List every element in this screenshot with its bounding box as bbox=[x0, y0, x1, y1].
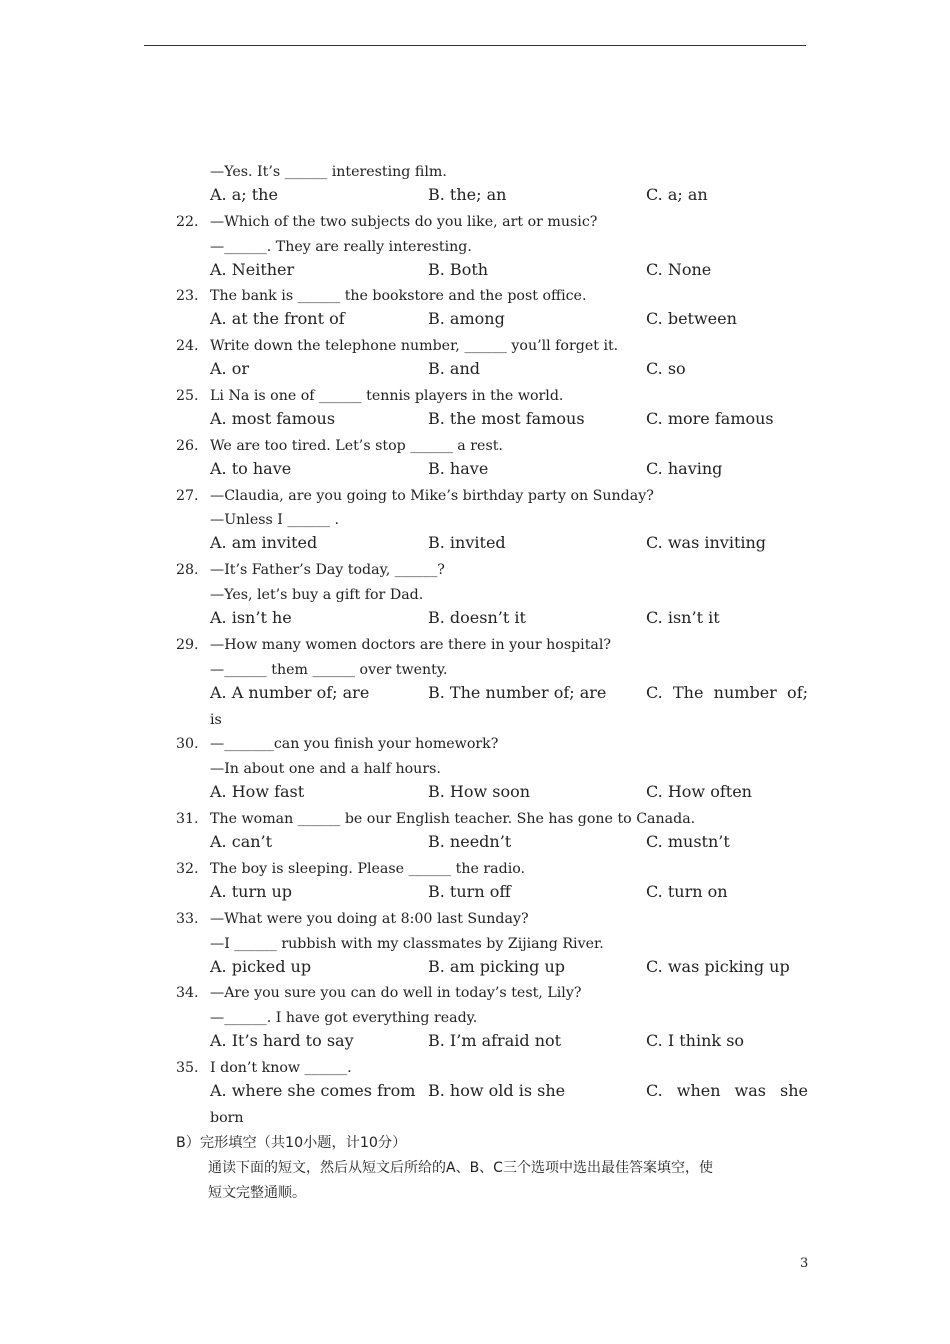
header-rule bbox=[144, 45, 806, 46]
q31-stem bbox=[176, 807, 808, 832]
q25-options bbox=[176, 409, 808, 434]
q32-number: 32. bbox=[176, 860, 199, 877]
q30-stem-text: —_______can you finish your homework? bbox=[210, 736, 499, 753]
q29-option-a: A. A number of; are bbox=[210, 682, 370, 702]
q31-option-a: A. can’t bbox=[210, 832, 273, 852]
q32-option-c: C. turn on bbox=[646, 881, 728, 901]
q22-stem-text: —Which of the two subjects do you like, art or music? bbox=[210, 213, 598, 230]
q22-stem bbox=[176, 210, 808, 235]
q22-number: 22. bbox=[176, 213, 199, 230]
q28-number: 28. bbox=[176, 562, 199, 579]
q32-options bbox=[176, 882, 808, 907]
q35-option-c-continued: born bbox=[210, 1109, 244, 1126]
q27-stem bbox=[176, 484, 808, 509]
q26-stem-text: We are too tired. Let’s stop ______ a rest. bbox=[210, 437, 503, 454]
q23-stem bbox=[176, 284, 808, 309]
q28-option-a: A. isn’t he bbox=[210, 608, 292, 628]
q34-option-b: B. I’m afraid not bbox=[428, 1031, 562, 1051]
q28-stem-text: —It’s Father’s Day today, ______? bbox=[210, 562, 445, 579]
section-b-heading: B）完形填空（共10小题，计10分） bbox=[176, 1134, 407, 1151]
q26-stem bbox=[176, 434, 808, 459]
q31-stem-text: The woman ______ be our English teacher. She has gone to Canada. bbox=[210, 811, 696, 828]
q33-option-b: B. am picking up bbox=[428, 956, 566, 976]
q22-option-b: B. Both bbox=[428, 259, 489, 279]
q22-options bbox=[176, 260, 808, 285]
q26-option-b: B. have bbox=[428, 458, 489, 478]
q24-options bbox=[176, 359, 808, 384]
q23-option-b: B. among bbox=[428, 309, 505, 329]
q25-option-c: C. more famous bbox=[646, 408, 774, 428]
q34-stem bbox=[176, 981, 808, 1006]
q27-number: 27. bbox=[176, 487, 199, 504]
q35-option-b: B. how old is she bbox=[428, 1080, 566, 1100]
q33-options bbox=[176, 957, 808, 982]
q25-stem-text: Li Na is one of ______ tennis players in the world. bbox=[210, 388, 564, 405]
q35-number: 35. bbox=[176, 1060, 199, 1077]
q29-option-b: B. The number of; are bbox=[428, 682, 607, 702]
q33-option-c: C. was picking up bbox=[646, 956, 790, 976]
q21-options bbox=[176, 185, 808, 210]
q34-number: 34. bbox=[176, 985, 199, 1002]
q33-option-a: A. picked up bbox=[210, 956, 312, 976]
q22-response: —______. They are really interesting. bbox=[210, 238, 472, 255]
q34-stem-text: —Are you sure you can do well in today’s test, Lily? bbox=[210, 985, 582, 1002]
q30-options bbox=[176, 782, 808, 807]
q26-options bbox=[176, 459, 808, 484]
q29-response: —______ them ______ over twenty. bbox=[210, 661, 448, 678]
q28-option-b: B. doesn’t it bbox=[428, 608, 526, 628]
q29-stem-text: —How many women doctors are there in your hospital? bbox=[210, 636, 612, 653]
q33-stem-text: —What were you doing at 8:00 last Sunday? bbox=[210, 910, 529, 927]
q34-option-c: C. I think so bbox=[646, 1031, 745, 1051]
q23-options bbox=[176, 309, 808, 334]
q34-options bbox=[176, 1031, 808, 1056]
q27-options bbox=[176, 533, 808, 558]
q29-stem bbox=[176, 633, 808, 658]
q26-option-a: A. to have bbox=[210, 458, 292, 478]
q31-option-b: B. needn’t bbox=[428, 832, 512, 852]
q31-number: 31. bbox=[176, 811, 199, 828]
section-b-instruction-line1: 通读下面的短文，然后从短文后所给的A、B、C三个选项中选出最佳答案填空，使 bbox=[208, 1159, 713, 1176]
q34-response: —______. I have got everything ready. bbox=[210, 1010, 478, 1027]
q28-stem bbox=[176, 558, 808, 583]
q26-option-c: C. having bbox=[646, 458, 723, 478]
q29-option-c-continued: is bbox=[210, 711, 222, 728]
q29-option-c: C. The number of; bbox=[646, 682, 808, 702]
q24-stem bbox=[176, 334, 808, 359]
q30-number: 30. bbox=[176, 736, 199, 753]
q24-option-b: B. and bbox=[428, 359, 481, 379]
q32-stem bbox=[176, 857, 808, 882]
q22-option-a: A. Neither bbox=[210, 259, 295, 279]
q30-option-a: A. How fast bbox=[210, 782, 305, 802]
q28-option-c: C. isn’t it bbox=[646, 608, 720, 628]
q30-option-b: B. How soon bbox=[428, 782, 531, 802]
q30-option-c: C. How often bbox=[646, 782, 752, 802]
section-b-instruction-line2: 短文完整通顺。 bbox=[208, 1184, 306, 1201]
q21-option-a: A. a; the bbox=[210, 184, 278, 204]
q21-option-b: B. the; an bbox=[428, 184, 507, 204]
q27-option-a: A. am invited bbox=[210, 533, 318, 553]
q25-number: 25. bbox=[176, 388, 199, 405]
q27-stem-text: —Claudia, are you going to Mike’s birthday party on Sunday? bbox=[210, 487, 654, 504]
q25-option-a: A. most famous bbox=[210, 408, 336, 428]
q25-option-b: B. the most famous bbox=[428, 408, 585, 428]
q35-stem-text: I don’t know ______. bbox=[210, 1060, 352, 1077]
q31-options bbox=[176, 832, 808, 857]
q35-option-c: C. when was she bbox=[646, 1080, 808, 1100]
q35-stem bbox=[176, 1056, 808, 1081]
q23-option-c: C. between bbox=[646, 309, 737, 329]
q35-options bbox=[176, 1081, 808, 1106]
q30-stem bbox=[176, 732, 808, 757]
q28-response: —Yes, let’s buy a gift for Dad. bbox=[210, 587, 424, 604]
q23-stem-text: The bank is ______ the bookstore and the post office. bbox=[210, 288, 587, 305]
q23-option-a: A. at the front of bbox=[210, 309, 345, 329]
q24-stem-text: Write down the telephone number, ______ you’ll forget it. bbox=[210, 338, 619, 355]
q22-option-c: C. None bbox=[646, 259, 712, 279]
q24-number: 24. bbox=[176, 338, 199, 355]
q29-options bbox=[176, 683, 808, 708]
q32-stem-text: The boy is sleeping. Please ______ the radio. bbox=[210, 860, 526, 877]
q28-options bbox=[176, 608, 808, 633]
q26-number: 26. bbox=[176, 437, 199, 454]
q25-stem bbox=[176, 384, 808, 409]
q24-option-c: C. so bbox=[646, 359, 686, 379]
q30-response: —In about one and a half hours. bbox=[210, 761, 441, 778]
q21-response: —Yes. It’s ______ interesting film. bbox=[210, 164, 447, 180]
page-number: 3 bbox=[800, 1256, 809, 1271]
question-list bbox=[176, 160, 808, 1205]
q27-option-c: C. was inviting bbox=[646, 533, 767, 553]
q31-option-c: C. mustn’t bbox=[646, 832, 730, 852]
q32-option-b: B. turn off bbox=[428, 881, 511, 901]
q21-option-c: C. a; an bbox=[646, 184, 708, 204]
q33-number: 33. bbox=[176, 910, 199, 927]
q27-option-b: B. invited bbox=[428, 533, 506, 553]
q24-option-a: A. or bbox=[210, 359, 250, 379]
q34-option-a: A. It’s hard to say bbox=[210, 1031, 354, 1051]
q27-response: —Unless I ______ . bbox=[210, 512, 339, 529]
q33-response: —I ______ rubbish with my classmates by Zijiang River. bbox=[210, 935, 604, 952]
q35-option-a: A. where she comes from bbox=[210, 1080, 416, 1100]
q32-option-a: A. turn up bbox=[210, 881, 293, 901]
q23-number: 23. bbox=[176, 288, 199, 305]
q29-number: 29. bbox=[176, 636, 199, 653]
q33-stem bbox=[176, 907, 808, 932]
